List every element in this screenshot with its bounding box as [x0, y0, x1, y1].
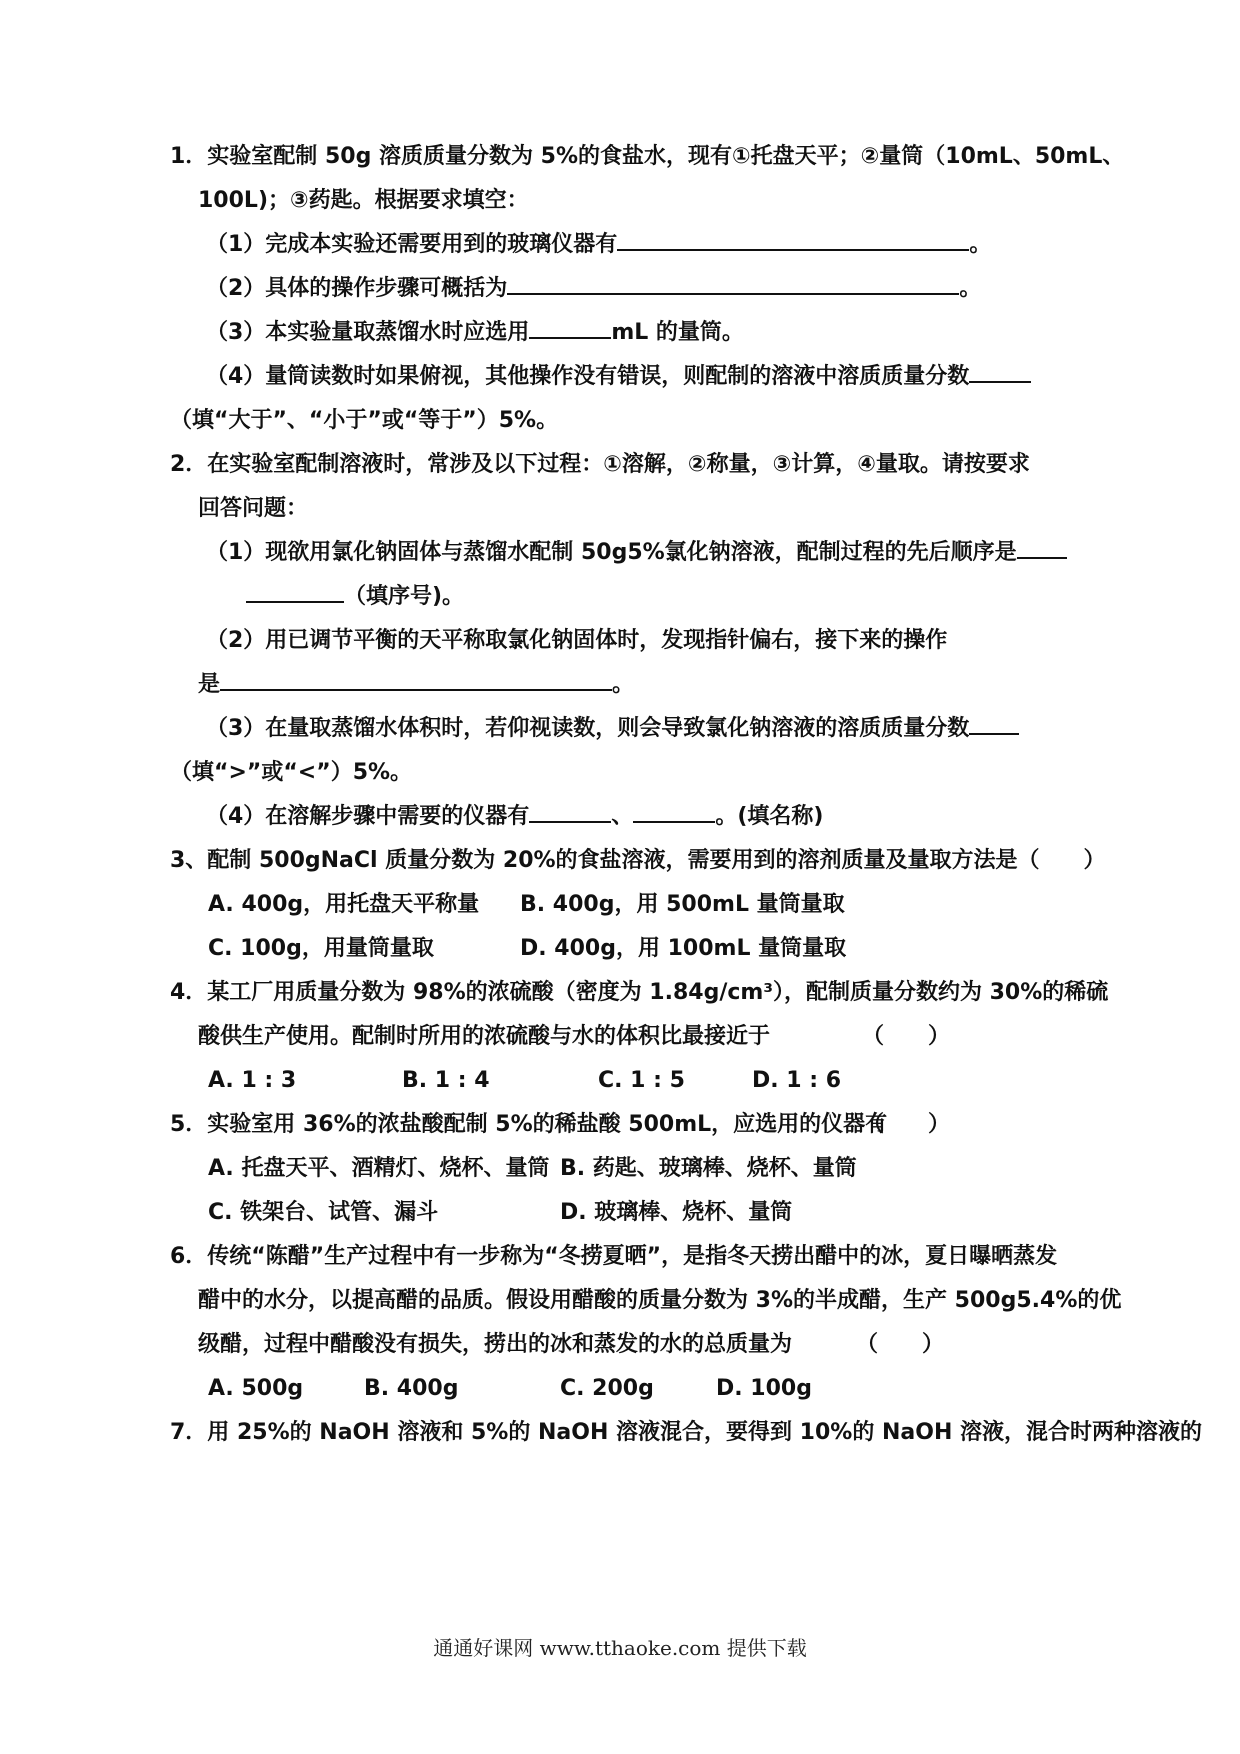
- q6-line-2: 醋中的水分，以提高醋的品质。假设用醋酸的质量分数为 3%的半成醋，生产 500g5.4%的优: [198, 1288, 1122, 1313]
- q6-option-b[interactable]: B. 400g: [364, 1376, 459, 1401]
- q5-option-d[interactable]: D. 玻璃棒、烧杯、量筒: [560, 1200, 793, 1225]
- q5-stem: 5．实验室用 36%的浓盐酸配制 5%的稀盐酸 500mL，应选用的仪器有: [170, 1112, 888, 1137]
- q1-sub-1-end: 。: [969, 232, 992, 257]
- q4-option-d[interactable]: D. 1 : 6: [752, 1068, 842, 1093]
- q4-line-2: 酸供生产使用。配制时所用的浓硫酸与水的体积比最接近于: [198, 1024, 771, 1049]
- q2-sub-2-shi: 是: [198, 672, 221, 697]
- q4-option-b[interactable]: B. 1 : 4: [402, 1068, 490, 1093]
- q3-option-b[interactable]: B. 400g，用 500mL 量筒量取: [520, 892, 845, 917]
- q1-sub-3-text: （3）本实验量取蒸馏水时应选用: [206, 320, 530, 345]
- q4-answer-paren[interactable]: （ ）: [862, 1024, 951, 1049]
- answer-blank[interactable]: [507, 273, 959, 295]
- page-footer: 通通好课网 www.tthaoke.com 提供下载: [433, 1636, 807, 1660]
- q2-sub-1-text: （1）现欲用氯化钠固体与蒸馏水配制 50g5%氯化钠溶液，配制过程的先后顺序是: [206, 540, 1017, 565]
- answer-blank[interactable]: [246, 581, 344, 603]
- q6-answer-paren[interactable]: （ ）: [856, 1332, 945, 1357]
- q2-sub-2-cont: [198, 669, 634, 701]
- answer-blank[interactable]: [633, 801, 715, 823]
- q2-sub-4-sep: 、: [611, 804, 634, 829]
- q2-sub-1-cont: [246, 581, 464, 613]
- q2-sub-2: （2）用已调节平衡的天平称取氯化钠固体时，发现指针偏右，接下来的操作: [206, 628, 948, 653]
- answer-blank[interactable]: [969, 713, 1019, 735]
- q5-option-c[interactable]: C. 铁架台、试管、漏斗: [208, 1200, 439, 1225]
- q3-stem: 3、配制 500gNaCl 质量分数为 20%的食盐溶液，需要用到的溶剂质量及量取方法是（ ）: [170, 848, 1106, 873]
- q2-sub-1: [206, 537, 1067, 569]
- q1-sub-1: [206, 229, 991, 261]
- answer-blank[interactable]: [529, 317, 611, 339]
- q2-line-2: 回答问题：: [198, 496, 309, 521]
- q1-sub-3: [206, 317, 744, 349]
- q2-sub-3: [206, 713, 1019, 745]
- q7-line-1: 7．用 25%的 NaOH 溶液和 5%的 NaOH 溶液混合，要得到 10%的 NaOH 溶液，混合时两种溶液的: [170, 1420, 1203, 1445]
- q1-sub-1-text: （1）完成本实验还需要用到的玻璃仪器有: [206, 232, 618, 257]
- q2-sub-3-text: （3）在量取蒸馏水体积时，若仰视读数，则会导致氯化钠溶液的溶质质量分数: [206, 716, 970, 741]
- q6-option-d[interactable]: D. 100g: [716, 1376, 812, 1401]
- q2-sub-4-text: （4）在溶解步骤中需要的仪器有: [206, 804, 530, 829]
- q1-sub-4: [206, 361, 1031, 393]
- q2-sub-2-end: 。: [612, 672, 635, 697]
- q2-sub-4-end: 。(填名称): [715, 804, 824, 829]
- answer-blank[interactable]: [617, 229, 969, 251]
- q1-line-2: 100L)；③药匙。根据要求填空：: [198, 188, 529, 213]
- q1-line-1: 1．实验室配制 50g 溶质质量分数为 5%的食盐水，现有①托盘天平；②量筒（10mL、50mL、: [170, 144, 1125, 169]
- q1-sub-4-text: （4）量筒读数时如果俯视，其他操作没有错误，则配制的溶液中溶质质量分数: [206, 364, 970, 389]
- q2-sub-4: [206, 801, 823, 833]
- q6-line-3: 级醋，过程中醋酸没有损失，捞出的冰和蒸发的水的总质量为: [198, 1332, 793, 1357]
- q1-sub-3-end: mL 的量筒。: [611, 320, 744, 345]
- q4-line-1: 4．某工厂用质量分数为 98%的浓硫酸（密度为 1.84g/cm³），配制质量分数约为 30%的稀硫: [170, 980, 1109, 1005]
- q5-answer-paren[interactable]: （ ）: [862, 1112, 951, 1137]
- answer-blank[interactable]: [969, 361, 1031, 383]
- q1-sub-2-end: 。: [959, 276, 982, 301]
- q5-option-a[interactable]: A. 托盘天平、酒精灯、烧杯、量筒: [208, 1156, 550, 1181]
- q2-sub-1-hint: （填序号)。: [344, 584, 465, 609]
- q2-sub-3-hint: （填“>”或“<”）5%。: [170, 760, 413, 785]
- q4-option-c[interactable]: C. 1 : 5: [598, 1068, 685, 1093]
- q2-line-1: 2．在实验室配制溶液时，常涉及以下过程：①溶解，②称量，③计算，④量取。请按要求: [170, 452, 1030, 477]
- q6-line-1: 6．传统“陈醋”生产过程中有一步称为“冬捞夏晒”，是指冬天捞出醋中的冰，夏日曝晒蒸发: [170, 1244, 1058, 1269]
- answer-blank[interactable]: [220, 669, 612, 691]
- answer-blank[interactable]: [1017, 537, 1067, 559]
- q6-option-c[interactable]: C. 200g: [560, 1376, 654, 1401]
- q6-option-a[interactable]: A. 500g: [208, 1376, 304, 1401]
- q1-sub-2-text: （2）具体的操作步骤可概括为: [206, 276, 508, 301]
- q3-option-c[interactable]: C. 100g，用量筒量取: [208, 936, 434, 961]
- q3-option-a[interactable]: A. 400g，用托盘天平称量: [208, 892, 480, 917]
- q1-sub-4-hint: （填“大于”、“小于”或“等于”）5%。: [170, 408, 559, 433]
- q1-sub-2: [206, 273, 981, 305]
- q3-option-d[interactable]: D. 400g，用 100mL 量筒量取: [520, 936, 847, 961]
- q4-option-a[interactable]: A. 1 : 3: [208, 1068, 297, 1093]
- answer-blank[interactable]: [529, 801, 611, 823]
- q5-option-b[interactable]: B. 药匙、玻璃棒、烧杯、量筒: [560, 1156, 857, 1181]
